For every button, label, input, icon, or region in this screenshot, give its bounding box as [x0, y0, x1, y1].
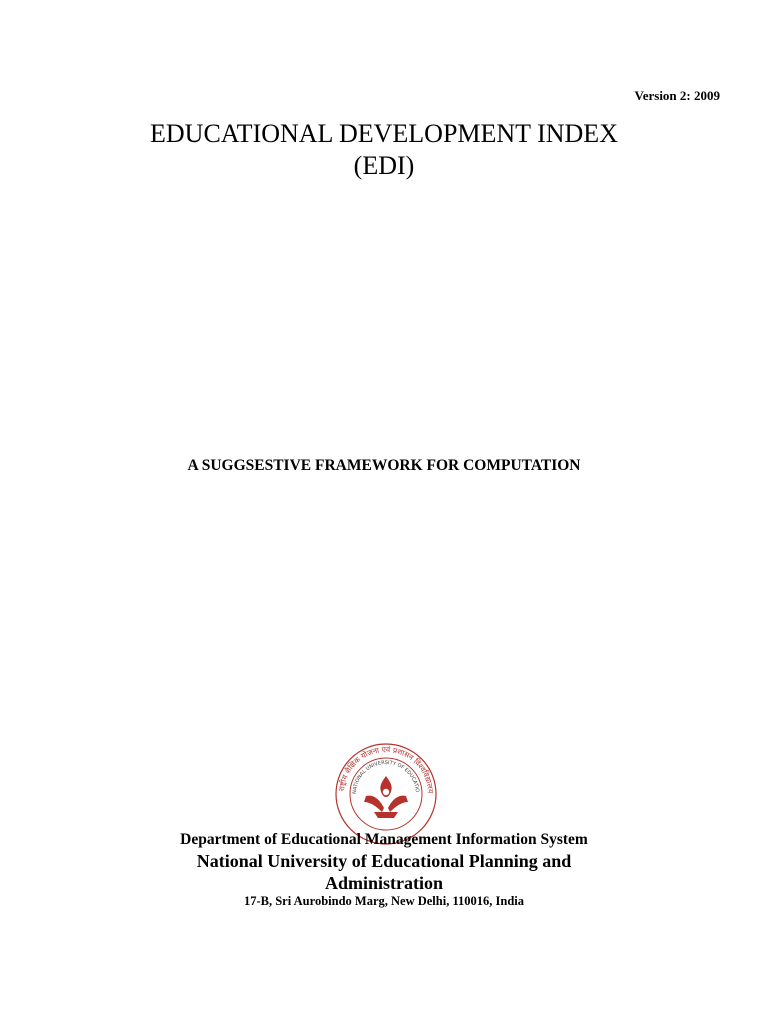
seal-inner-text: NATIONAL UNIVERSITY OF EDUCATIO: [351, 759, 420, 795]
university-name-line1: National University of Educational Planning and: [196, 851, 572, 871]
flame-hands-icon: [364, 776, 408, 818]
university-name: [0, 850, 768, 894]
document-subtitle: A SUGGSESTIVE FRAMEWORK FOR COMPUTATION: [187, 457, 581, 474]
document-title-line2: (EDI): [353, 151, 415, 180]
seal-outer-text: राष्ट्रीय शैक्षिक योजना एवं प्रशासन विश्वविद्यालय: [337, 744, 436, 794]
document-title: [0, 118, 768, 182]
document-title-line1: EDUCATIONAL DEVELOPMENT INDEX: [150, 119, 618, 148]
version-label: Version 2: 2009: [634, 88, 720, 103]
department-name: Department of Educational Management Information System: [180, 831, 588, 848]
university-name-line2: Administration: [324, 873, 443, 893]
address: 17-B, Sri Aurobindo Marg, New Delhi, 110016, India: [243, 894, 524, 908]
